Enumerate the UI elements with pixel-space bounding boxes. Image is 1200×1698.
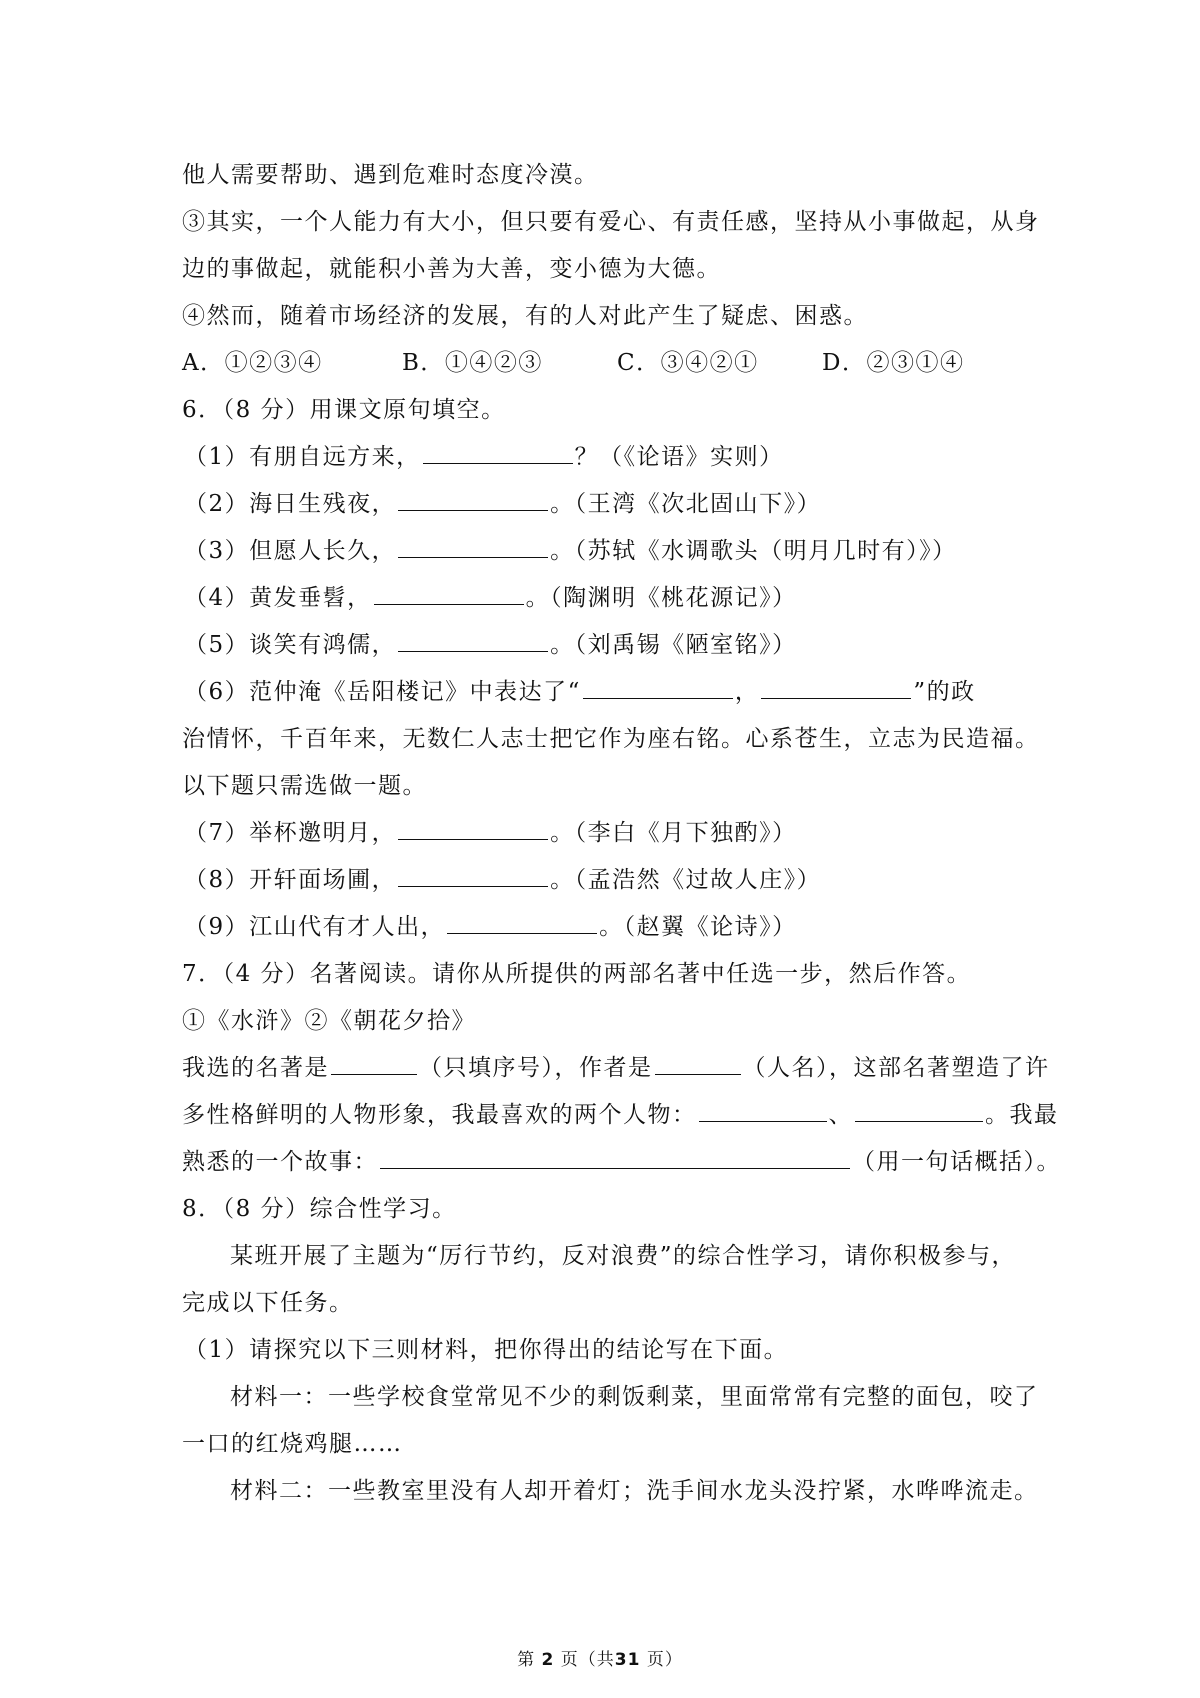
- total-pages: 31: [614, 1650, 641, 1670]
- page-number: 2: [541, 1650, 555, 1670]
- q7-answer-line-2: 多性格鲜明的人物形象，我最喜欢的两个人物： 、 。我最: [182, 1092, 1032, 1139]
- q6-item-7: （7）举杯邀明月， 。（李白《月下独酌》）: [182, 810, 1032, 857]
- answer-blank[interactable]: [855, 1093, 983, 1122]
- answer-blank[interactable]: [398, 482, 548, 511]
- page-content: [182, 152, 1061, 1515]
- answer-blank[interactable]: [655, 1046, 741, 1075]
- option-c: C．③④②①: [617, 350, 759, 376]
- q6-item-4: （4）黄发垂髫， 。（陶渊明《桃花源记》）: [182, 575, 1032, 622]
- option-b: B．①④②③: [402, 350, 543, 376]
- q7-answer-line-3: 熟悉的一个故事： （用一句话概括）。: [182, 1139, 1032, 1186]
- text-line: ③其实，一个人能力有大小，但只要有爱心、有责任感，坚持从小事做起，从身: [182, 209, 1040, 235]
- answer-options: [182, 340, 1032, 387]
- question-8-title: 8．（8 分）综合性学习。: [182, 1196, 457, 1222]
- q6-item-3: （3）但愿人长久， 。（苏轼《水调歌头（明月几时有）》）: [182, 528, 1032, 575]
- question-7-title: 7．（4 分）名著阅读。请你从所提供的两部名著中任选一步，然后作答。: [182, 961, 972, 987]
- q8-material-2: 材料二：一些教室里没有人却开着灯；洗手间水龙头没拧紧，水哗哗流走。: [230, 1478, 1039, 1504]
- text-line: ④然而，随着市场经济的发展，有的人对此产生了疑虑、困惑。: [182, 303, 868, 329]
- q6-item-1: （1）有朋自远方来， ？（《论语》实则）: [182, 434, 1032, 481]
- question-6-title: 6．（8 分）用课文原句填空。: [182, 397, 506, 423]
- q6-item-6-continued: 治情怀，千百年来，无数仁人志士把它作为座右铭。心系苍生，立志为民造福。: [182, 726, 1040, 752]
- option-d: D．②③①④: [822, 350, 965, 376]
- text-line: 他人需要帮助、遇到危难时态度冷漠。: [182, 162, 599, 188]
- answer-blank[interactable]: [380, 1140, 850, 1169]
- q6-item-5: （5）谈笑有鸿儒， 。（刘禹锡《陋室铭》）: [182, 622, 1032, 669]
- answer-blank[interactable]: [583, 670, 733, 699]
- q7-books: ①《水浒》②《朝花夕拾》: [182, 1008, 476, 1034]
- answer-blank[interactable]: [447, 905, 597, 934]
- text-line: 边的事做起，就能积小善为大善，变小德为大德。: [182, 256, 721, 282]
- q8-material-1-continued: 一口的红烧鸡腿……: [182, 1431, 403, 1457]
- answer-blank[interactable]: [374, 576, 524, 605]
- answer-blank[interactable]: [398, 529, 548, 558]
- q6-item-6: （6）范仲淹《岳阳楼记》中表达了“ ， ”的政: [182, 669, 1032, 716]
- q7-answer-line-1: 我选的名著是 （只填序号），作者是 （人名），这部名著塑造了许: [182, 1045, 1032, 1092]
- q6-note: 以下题只需选做一题。: [182, 773, 427, 799]
- q8-paragraph: 某班开展了主题为“厉行节约，反对浪费”的综合性学习，请你积极参与，: [230, 1243, 1017, 1269]
- answer-blank[interactable]: [331, 1046, 417, 1075]
- answer-blank[interactable]: [398, 858, 548, 887]
- answer-blank[interactable]: [398, 623, 548, 652]
- answer-blank[interactable]: [761, 670, 911, 699]
- q8-task-1: （1）请探究以下三则材料，把你得出的结论写在下面。: [184, 1337, 789, 1363]
- q8-material-1: 材料一：一些学校食堂常见不少的剩饭剩菜，里面常常有完整的面包，咬了: [230, 1384, 1039, 1410]
- q6-item-2: （2）海日生残夜， 。（王湾《次北固山下》）: [182, 481, 1032, 528]
- answer-blank[interactable]: [398, 811, 548, 840]
- answer-blank[interactable]: [423, 435, 573, 464]
- q6-item-8: （8）开轩面场圃， 。（孟浩然《过故人庄》）: [182, 857, 1032, 904]
- page-footer: 第 2 页（共31 页）: [517, 1650, 683, 1670]
- q8-paragraph-continued: 完成以下任务。: [182, 1290, 354, 1316]
- option-a: A．①②③④: [182, 350, 323, 376]
- answer-blank[interactable]: [699, 1093, 827, 1122]
- q6-item-9: （9）江山代有才人出， 。（赵翼《论诗》）: [182, 904, 1032, 951]
